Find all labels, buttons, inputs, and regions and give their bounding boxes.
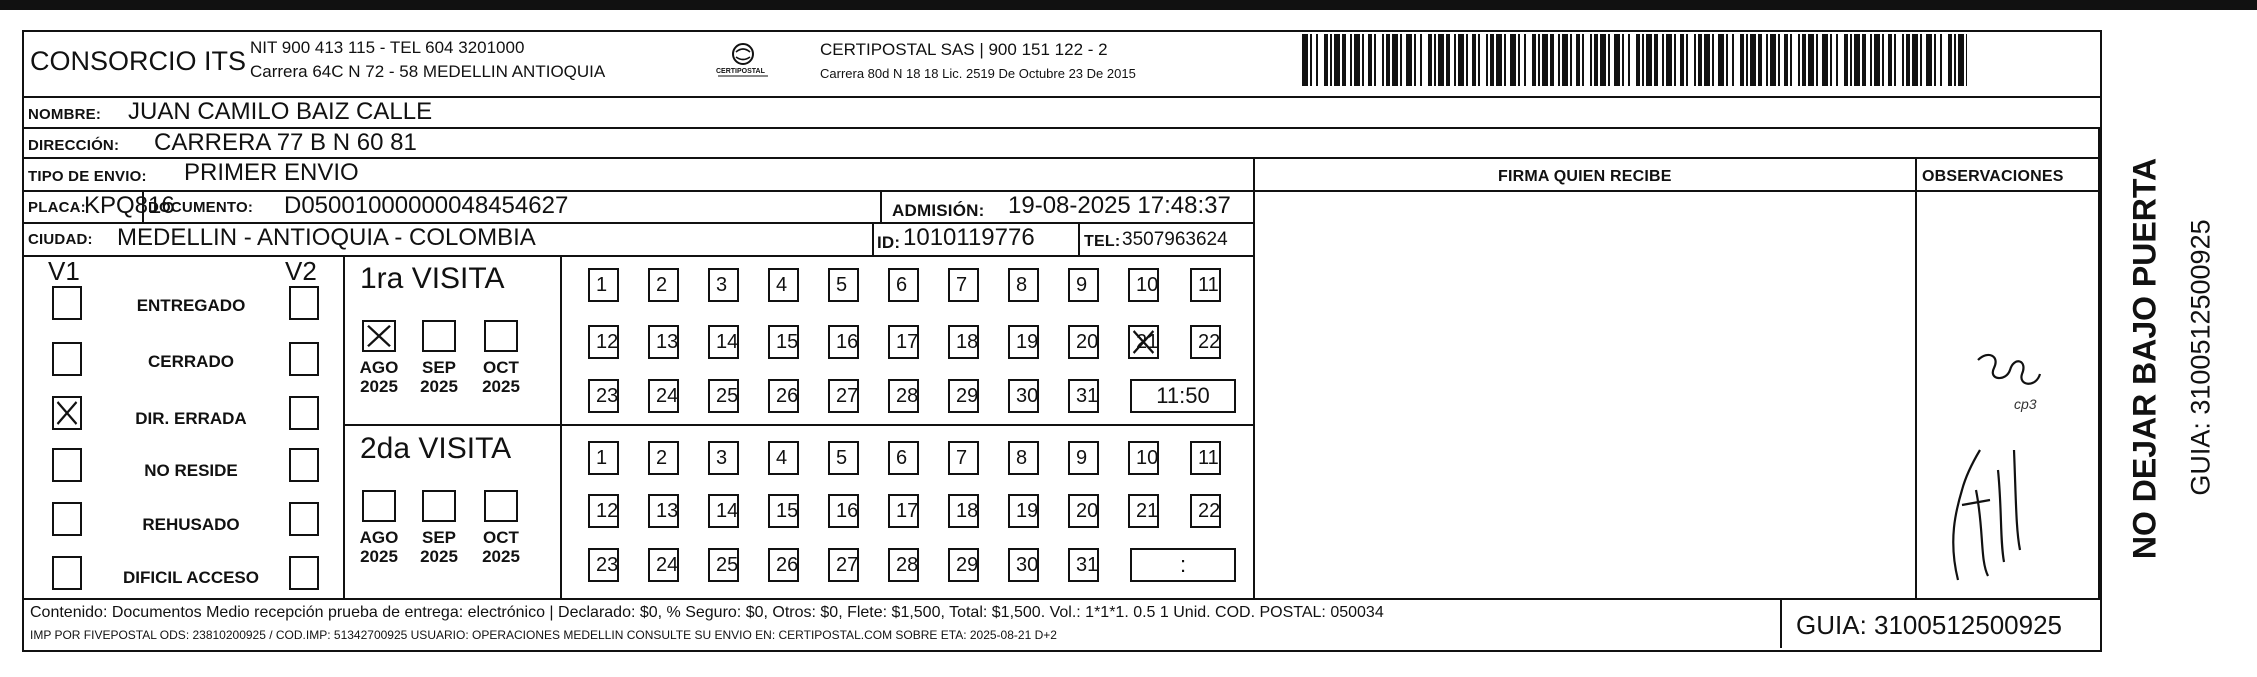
visit2-day-3[interactable]: 3 bbox=[708, 441, 739, 475]
nombre-value: JUAN CAMILO BAIZ CALLE bbox=[128, 98, 433, 125]
tel-label: TEL: bbox=[1084, 233, 1121, 250]
v2-checkbox-rehusado[interactable] bbox=[289, 502, 319, 536]
visit2-day-20[interactable]: 20 bbox=[1068, 494, 1099, 528]
visit2-month-checkbox-ago[interactable] bbox=[362, 490, 396, 522]
rule bbox=[1780, 598, 1782, 648]
visit1-day-17[interactable]: 17 bbox=[888, 325, 919, 359]
visit2-day-19[interactable]: 19 bbox=[1008, 494, 1039, 528]
nombre-label: NOMBRE: bbox=[28, 106, 102, 123]
visit2-day-1[interactable]: 1 bbox=[588, 441, 619, 475]
v1-checkbox-rehusado[interactable] bbox=[52, 502, 82, 536]
v2-checkbox-no-reside[interactable] bbox=[289, 448, 319, 482]
visit1-day-27[interactable]: 27 bbox=[828, 379, 859, 413]
side-warning-block bbox=[2105, 120, 2216, 640]
visit2-day-24[interactable]: 24 bbox=[648, 548, 679, 582]
visit1-day-11[interactable]: 11 bbox=[1190, 268, 1221, 302]
rule bbox=[343, 424, 1253, 426]
visit2-month-checkbox-sep[interactable] bbox=[422, 490, 456, 522]
visit2-day-26[interactable]: 26 bbox=[768, 548, 799, 582]
visit2-day-23[interactable]: 23 bbox=[588, 548, 619, 582]
v2-checkbox-cerrado[interactable] bbox=[289, 342, 319, 376]
check-mark-icon bbox=[364, 322, 394, 350]
company-address: Carrera 64C N 72 - 58 MEDELLIN ANTIOQUIA bbox=[250, 62, 606, 81]
visit1-day-16[interactable]: 16 bbox=[828, 325, 859, 359]
tipo-envio-value: PRIMER ENVIO bbox=[184, 159, 359, 186]
tel-value: 3507963624 bbox=[1122, 229, 1228, 250]
status-label-dir-errada: DIR. ERRADA bbox=[135, 409, 247, 428]
admision-value: 19-08-2025 17:48:37 bbox=[1008, 192, 1231, 219]
rule bbox=[880, 190, 882, 222]
v2-checkbox-dificil-acceso[interactable] bbox=[289, 556, 319, 590]
v2-checkbox-dir-errada[interactable] bbox=[289, 396, 319, 430]
side-guia: GUIA: 3100512500925 bbox=[2185, 219, 2216, 496]
visit1-day-9[interactable]: 9 bbox=[1068, 268, 1099, 302]
placa-value: KPQ816 bbox=[84, 192, 175, 219]
visit1-month-label-ago: AGO 2025 bbox=[359, 358, 399, 396]
observaciones-handwriting bbox=[1918, 300, 2094, 590]
visit2-day-28[interactable]: 28 bbox=[888, 548, 919, 582]
visit1-day-31[interactable]: 31 bbox=[1068, 379, 1099, 413]
visit1-day-25[interactable]: 25 bbox=[708, 379, 739, 413]
rule bbox=[872, 222, 874, 255]
courier-name: CERTIPOSTAL SAS | 900 151 122 - 2 bbox=[820, 40, 1108, 59]
visit1-day-5[interactable]: 5 bbox=[828, 268, 859, 302]
v1-checkbox-dificil-acceso[interactable] bbox=[52, 556, 82, 590]
id-label: ID: bbox=[877, 233, 901, 252]
visit2-day-2[interactable]: 2 bbox=[648, 441, 679, 475]
tipo-envio-label: TIPO DE ENVIO: bbox=[28, 168, 147, 185]
rule bbox=[343, 255, 345, 598]
courier-license: Carrera 80d N 18 18 Lic. 2519 De Octubre 23 De 2015 bbox=[820, 66, 1136, 81]
visit2-day-7[interactable]: 7 bbox=[948, 441, 979, 475]
placa-label: PLACA: bbox=[28, 199, 86, 216]
visit1-day-21[interactable]: 21 bbox=[1128, 325, 1159, 359]
visit2-day-11[interactable]: 11 bbox=[1190, 441, 1221, 475]
status-label-dificil-acceso: DIFICIL ACCESO bbox=[122, 568, 259, 587]
visit1-day-28[interactable]: 28 bbox=[888, 379, 919, 413]
visit2-month-label-ago: AGO 2025 bbox=[359, 528, 399, 566]
v1-checkbox-entregado[interactable] bbox=[52, 286, 82, 320]
visit2-day-14[interactable]: 14 bbox=[708, 494, 739, 528]
status-label-rehusado: REHUSADO bbox=[142, 515, 240, 534]
visit1-day-15[interactable]: 15 bbox=[768, 325, 799, 359]
rule bbox=[1078, 222, 1080, 255]
id-value: 1010119776 bbox=[903, 224, 1035, 251]
visit1-day-14[interactable]: 14 bbox=[708, 325, 739, 359]
visit2-day-9[interactable]: 9 bbox=[1068, 441, 1099, 475]
documento-label: DOCUMENTO: bbox=[148, 199, 254, 216]
v1-checkbox-dir-errada[interactable] bbox=[52, 396, 82, 430]
visit2-day-31[interactable]: 31 bbox=[1068, 548, 1099, 582]
visit2-day-10[interactable]: 10 bbox=[1128, 441, 1159, 475]
ciudad-value: MEDELLIN - ANTIOQUIA - COLOMBIA bbox=[117, 224, 536, 251]
visit2-day-25[interactable]: 25 bbox=[708, 548, 739, 582]
visit1-day-26[interactable]: 26 bbox=[768, 379, 799, 413]
visit2-title: 2da VISITA bbox=[360, 432, 512, 465]
visit2-time-field[interactable]: : bbox=[1130, 548, 1236, 582]
rule bbox=[560, 255, 562, 598]
v1-checkbox-cerrado[interactable] bbox=[52, 342, 82, 376]
visit1-day-1[interactable]: 1 bbox=[588, 268, 619, 302]
visit2-day-16[interactable]: 16 bbox=[828, 494, 859, 528]
rule bbox=[22, 255, 1253, 257]
visit1-day-24[interactable]: 24 bbox=[648, 379, 679, 413]
v2-checkbox-entregado[interactable] bbox=[289, 286, 319, 320]
admision-label: ADMISIÓN: bbox=[892, 201, 985, 220]
visit1-day-10[interactable]: 10 bbox=[1128, 268, 1159, 302]
status-label-cerrado: CERRADO bbox=[148, 352, 234, 371]
visit2-day-4[interactable]: 4 bbox=[768, 441, 799, 475]
v1-header: V1 bbox=[48, 256, 80, 286]
visit1-day-30[interactable]: 30 bbox=[1008, 379, 1039, 413]
logo-text: CERTIPOSTAL bbox=[716, 68, 765, 75]
visit1-day-6[interactable]: 6 bbox=[888, 268, 919, 302]
visit1-month-label-sep: SEP 2025 bbox=[420, 358, 458, 396]
visit2-day-22[interactable]: 22 bbox=[1190, 494, 1221, 528]
visit2-month-checkbox-oct[interactable] bbox=[484, 490, 518, 522]
visit1-day-8[interactable]: 8 bbox=[1008, 268, 1039, 302]
visit2-day-6[interactable]: 6 bbox=[888, 441, 919, 475]
observaciones-note: cp3 bbox=[2014, 396, 2037, 412]
direccion-label: DIRECCIÓN: bbox=[28, 137, 120, 154]
direccion-value: CARRERA 77 B N 60 81 bbox=[154, 129, 417, 156]
v2-header: V2 bbox=[285, 256, 317, 286]
visit1-day-4[interactable]: 4 bbox=[768, 268, 799, 302]
visit1-day-29[interactable]: 29 bbox=[948, 379, 979, 413]
check-mark-icon bbox=[1130, 327, 1157, 357]
firma-header: FIRMA QUIEN RECIBE bbox=[1498, 168, 1672, 185]
visit2-day-12[interactable]: 12 bbox=[588, 494, 619, 528]
visit1-day-23[interactable]: 23 bbox=[588, 379, 619, 413]
visit1-day-22[interactable]: 22 bbox=[1190, 325, 1221, 359]
footer-imp: IMP POR FIVEPOSTAL ODS: 23810200925 / COD.IMP: 51342700925 USUARIO: OPERACIONES MEDELLIN CONSULTE SU ENVIO EN: CERTIPOSTAL.COM SOBRE ETA: 2025-08-21 D+2 bbox=[30, 628, 1057, 642]
v1-checkbox-no-reside[interactable] bbox=[52, 448, 82, 482]
company-nit: NIT 900 413 115 - TEL 604 3201000 bbox=[250, 38, 525, 57]
visit1-month-checkbox-ago[interactable] bbox=[362, 320, 396, 352]
check-mark-icon bbox=[54, 398, 80, 428]
rule bbox=[1915, 157, 1917, 598]
visit1-month-label-oct: OCT 2025 bbox=[482, 358, 520, 396]
side-warning: NO DEJAR BAJO PUERTA bbox=[2126, 157, 2163, 560]
visit2-day-30[interactable]: 30 bbox=[1008, 548, 1039, 582]
top-edge-band bbox=[0, 0, 2257, 10]
visit1-day-18[interactable]: 18 bbox=[948, 325, 979, 359]
visit2-month-label-oct: OCT 2025 bbox=[482, 528, 520, 566]
visit2-day-18[interactable]: 18 bbox=[948, 494, 979, 528]
visit1-title: 1ra VISITA bbox=[360, 262, 505, 295]
visit2-day-21[interactable]: 21 bbox=[1128, 494, 1159, 528]
visit1-day-7[interactable]: 7 bbox=[948, 268, 979, 302]
visit2-day-29[interactable]: 29 bbox=[948, 548, 979, 582]
visit1-day-13[interactable]: 13 bbox=[648, 325, 679, 359]
visit1-month-checkbox-oct[interactable] bbox=[484, 320, 518, 352]
visit1-time-field[interactable]: 11:50 bbox=[1130, 379, 1236, 413]
visit2-day-27[interactable]: 27 bbox=[828, 548, 859, 582]
visit1-month-checkbox-sep[interactable] bbox=[422, 320, 456, 352]
visit2-day-15[interactable]: 15 bbox=[768, 494, 799, 528]
visit2-day-5[interactable]: 5 bbox=[828, 441, 859, 475]
status-label-entregado: ENTREGADO bbox=[136, 296, 246, 315]
observaciones-header: OBSERVACIONES bbox=[1922, 168, 2064, 185]
visit2-day-13[interactable]: 13 bbox=[648, 494, 679, 528]
visit1-day-12[interactable]: 12 bbox=[588, 325, 619, 359]
visit2-month-label-sep: SEP 2025 bbox=[420, 528, 458, 566]
ciudad-label: CIUDAD: bbox=[28, 231, 93, 248]
visit2-day-8[interactable]: 8 bbox=[1008, 441, 1039, 475]
rule bbox=[2098, 127, 2100, 598]
visit1-day-19[interactable]: 19 bbox=[1008, 325, 1039, 359]
company-name: CONSORCIO ITS bbox=[30, 46, 247, 76]
status-label-no-reside: NO RESIDE bbox=[144, 461, 238, 480]
footer-guia: GUIA: 3100512500925 bbox=[1796, 610, 2062, 640]
footer-contenido: Contenido: Documentos Medio recepción prueba de entrega: electrónico | Declarado: $0, % Seguro: $0, Otros: $0, Flete: $1,500, Total: $1,500. Vol.: 1*1*1. 0.5 1 Unid. COD. POSTAL: 050034 bbox=[30, 604, 1384, 621]
visit2-day-17[interactable]: 17 bbox=[888, 494, 919, 528]
documento-value: D05001000000048454627 bbox=[284, 192, 569, 219]
visit1-day-20[interactable]: 20 bbox=[1068, 325, 1099, 359]
visit1-day-3[interactable]: 3 bbox=[708, 268, 739, 302]
rule bbox=[1253, 157, 1255, 598]
rule bbox=[22, 598, 2100, 600]
visit1-day-2[interactable]: 2 bbox=[648, 268, 679, 302]
